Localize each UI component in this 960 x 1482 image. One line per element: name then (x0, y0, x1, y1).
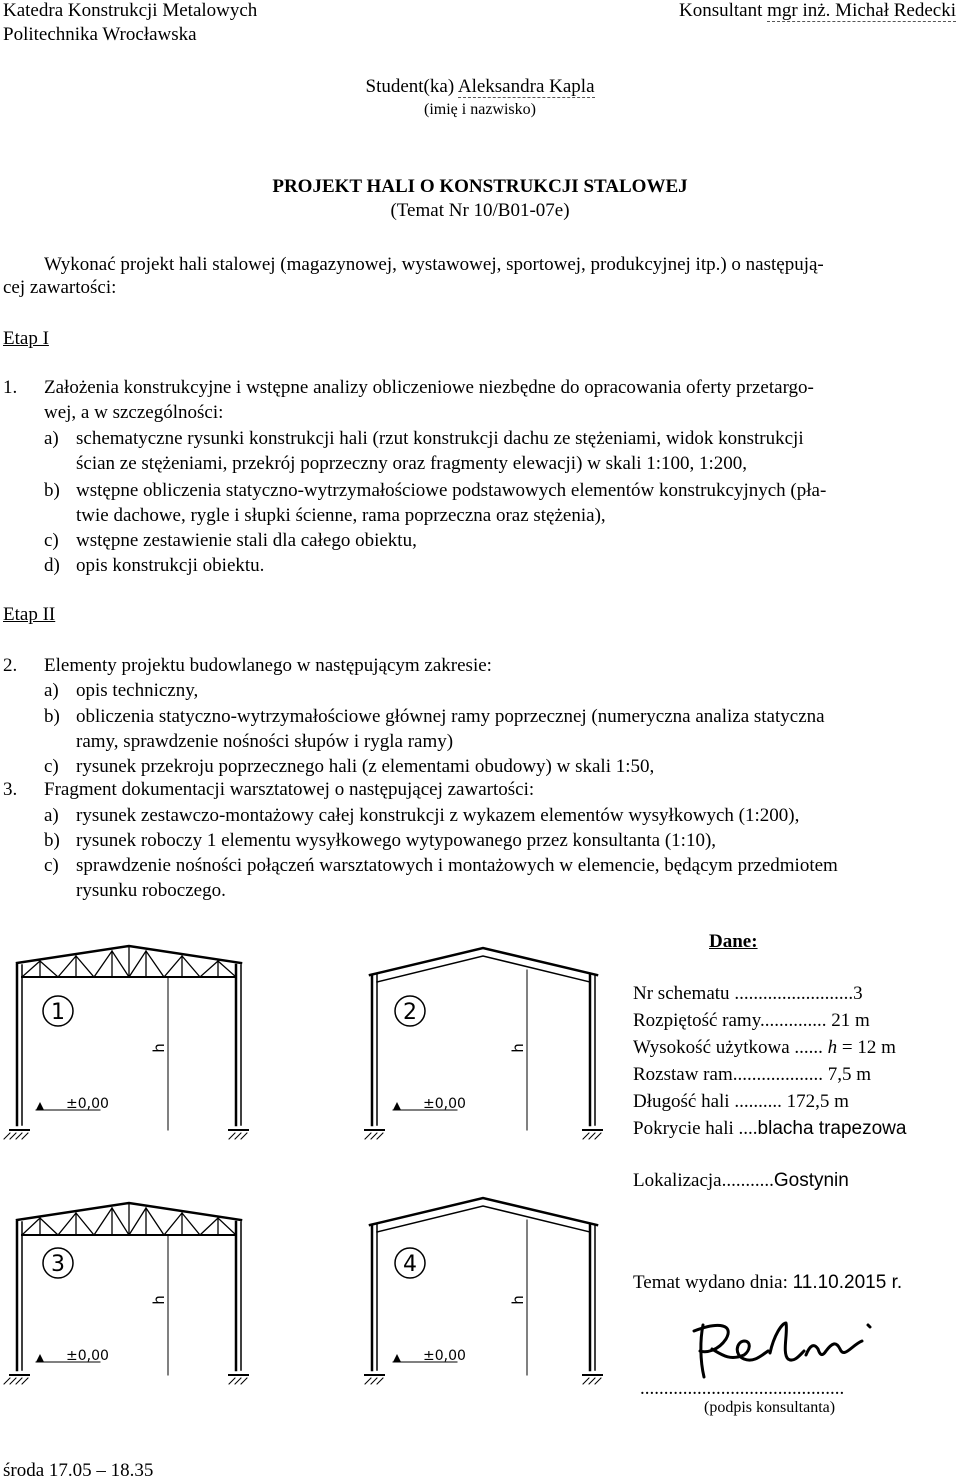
given-cover-dots: .... (738, 1118, 758, 1139)
given-location-row (633, 1170, 849, 1192)
scheme-4-number: 4 (403, 1252, 417, 1277)
given-length-row (633, 1091, 849, 1113)
schedule-note: środa 17.05 – 18.35 (3, 1460, 154, 1481)
given-spacing-dots: ................... (732, 1064, 823, 1085)
item-3-line-1: Fragment dokumentacji warsztatowej o następującej zawartości: (44, 779, 535, 800)
given-span-dots: .............. (759, 1010, 827, 1031)
item-3a-line-1: rysunek zestawczo-montażowy całej konstrukcji z wykazem elementów wysyłkowych (1:200), (76, 805, 800, 826)
issue-date-value: 11.10.2015 r. (792, 1272, 903, 1293)
item-2b-label: b) (44, 706, 60, 727)
student-label: Student(ka) (365, 76, 455, 97)
item-2a-label: a) (44, 680, 59, 701)
given-span-label: Rozpiętość ramy (633, 1010, 760, 1031)
frame-scheme-2 (365, 948, 602, 1139)
scheme-1-level: ±0,00 (66, 1096, 109, 1112)
given-scheme-dots: ......................... (734, 983, 854, 1004)
given-cover-row (633, 1118, 906, 1140)
item-3b-label: b) (44, 830, 60, 851)
given-spacing-value: 7,5 m (822, 1064, 872, 1085)
stage-1-heading: Etap I (3, 328, 49, 349)
given-spacing-row (633, 1064, 871, 1086)
given-location-label: Lokalizacja (633, 1170, 722, 1191)
given-height-value: = 12 m (837, 1037, 896, 1058)
issue-date-row (633, 1272, 902, 1294)
item-2b-line-2: ramy, sprawdzenie nośności słupów i rygla ramy) (76, 731, 454, 752)
given-scheme-label: Nr schematu (633, 983, 735, 1004)
scheme-3-level: ±0,00 (66, 1348, 109, 1364)
item-1c-line-1: wstępne zestawienie stali dla całego obiektu, (76, 530, 417, 551)
scheme-2-number: 2 (403, 1000, 417, 1025)
given-location-value: Gostynin (773, 1170, 849, 1191)
given-data-heading: Dane: (709, 931, 758, 952)
item-1b-line-1: wstępne obliczenia statyczno-wytrzymałościowe podstawowych elementów konstrukcyjnych (pła- (76, 480, 827, 501)
given-height-dots: ...... (794, 1037, 823, 1058)
scheme-2-height-label: h (509, 1043, 527, 1053)
item-3c-line-1: sprawdzenie nośności połączeń warsztatowych i montażowych w elemencie, będącym przedmiotem (76, 855, 838, 876)
item-1b-label: b) (44, 480, 60, 501)
signature-dots: ........................................... (640, 1378, 845, 1399)
given-length-dots: .......... (734, 1091, 782, 1112)
item-2b-line-1: obliczenia statyczno-wytrzymałościowe głównej ramy poprzecznej (numeryczna analiza statyczna (76, 706, 825, 727)
item-2c-label: c) (44, 756, 59, 777)
scheme-1-number: 1 (51, 1000, 65, 1025)
given-cover-value: blacha trapezowa (757, 1118, 907, 1139)
item-2c-line-1: rysunek przekroju poprzecznego hali (z elementami obudowy) w skali 1:50, (76, 756, 655, 777)
given-height-var: h (827, 1037, 838, 1058)
intro-line-1: Wykonać projekt hali stalowej (magazynowej, wystawowej, sportowej, produkcyjnej itp.) o następują- (44, 254, 824, 275)
project-title: PROJEKT HALI O KONSTRUKCJI STALOWEJ (272, 176, 688, 197)
frame-scheme-4 (365, 1198, 602, 1384)
frame-schemes-diagram (0, 930, 630, 1450)
scheme-3-height-label: h (150, 1295, 168, 1305)
item-3-number: 3. (3, 779, 18, 800)
given-span-value: 21 m (826, 1010, 870, 1031)
scheme-3-number: 3 (51, 1252, 65, 1277)
item-2a-line-1: opis techniczny, (76, 680, 199, 701)
given-location-dots: ........... (721, 1170, 774, 1191)
item-3a-label: a) (44, 805, 59, 826)
given-height-row (633, 1037, 896, 1059)
item-2-number: 2. (3, 655, 18, 676)
intro-line-2: cej zawartości: (3, 277, 117, 298)
frame-scheme-3 (4, 1203, 248, 1384)
item-1a-line-2: ścian ze stężeniami, przekrój poprzeczny oraz fragmenty elewacji) w skali 1:100, 1:200, (76, 453, 748, 474)
given-length-label: Długość hali (633, 1091, 735, 1112)
item-1-number: 1. (3, 377, 18, 398)
item-1-line-2: wej, a w szczególności: (44, 402, 224, 423)
item-3c-label: c) (44, 855, 59, 876)
item-2-line-1: Elementy projektu budowlanego w następującym zakresie: (44, 655, 492, 676)
frame-scheme-1 (4, 946, 248, 1139)
issue-date-label: Temat wydano dnia: (633, 1272, 788, 1293)
item-1a-line-1: schematyczne rysunki konstrukcji hali (rzut konstrukcji dachu ze stężeniami, widok konstrukcji (76, 428, 804, 449)
given-scheme-row (633, 983, 863, 1005)
consultant-signature (690, 1315, 890, 1387)
scheme-4-height-label: h (509, 1295, 527, 1305)
consultant-name: mgr inż. Michał Redecki (767, 0, 956, 21)
given-length-value: 172,5 m (781, 1091, 849, 1112)
student-caption: (imię i nazwisko) (424, 101, 536, 118)
student-name: Aleksandra Kapla (457, 76, 595, 97)
scheme-2-level: ±0,00 (423, 1096, 466, 1112)
given-spacing-label: Rozstaw ram (633, 1064, 733, 1085)
item-3b-line-1: rysunek roboczy 1 elementu wysyłkowego wytypowanego przez konsultanta (1:10), (76, 830, 717, 851)
item-1a-label: a) (44, 428, 59, 449)
consultant-label: Konsultant (678, 0, 763, 21)
item-1b-line-2: twie dachowe, rygle i słupki ścienne, rama poprzeczna oraz stężenia), (76, 505, 606, 526)
department-name: Katedra Konstrukcji Metalowych (3, 0, 258, 21)
signature-caption: (podpis konsultanta) (704, 1399, 836, 1416)
scheme-4-level: ±0,00 (423, 1348, 466, 1364)
given-scheme-value: 3 (853, 983, 863, 1004)
given-span-row (633, 1010, 870, 1032)
item-1-line-1: Założenia konstrukcyjne i wstępne analizy obliczeniowe niezbędne do opracowania oferty przetargo- (44, 377, 814, 398)
item-3c-line-2: rysunku roboczego. (76, 880, 226, 901)
consultant (679, 0, 956, 22)
given-cover-label: Pokrycie hali (633, 1118, 739, 1139)
stage-2-heading: Etap II (3, 604, 56, 625)
item-1d-label: d) (44, 555, 60, 576)
item-1d-line-1: opis konstrukcji obiektu. (76, 555, 265, 576)
university-name: Politechnika Wrocławska (3, 24, 197, 45)
scheme-1-height-label: h (150, 1043, 168, 1053)
project-topic: (Temat Nr 10/B01-07e) (390, 200, 570, 221)
item-1c-label: c) (44, 530, 59, 551)
student-line (0, 76, 960, 98)
given-height-label: Wysokość użytkowa (633, 1037, 795, 1058)
